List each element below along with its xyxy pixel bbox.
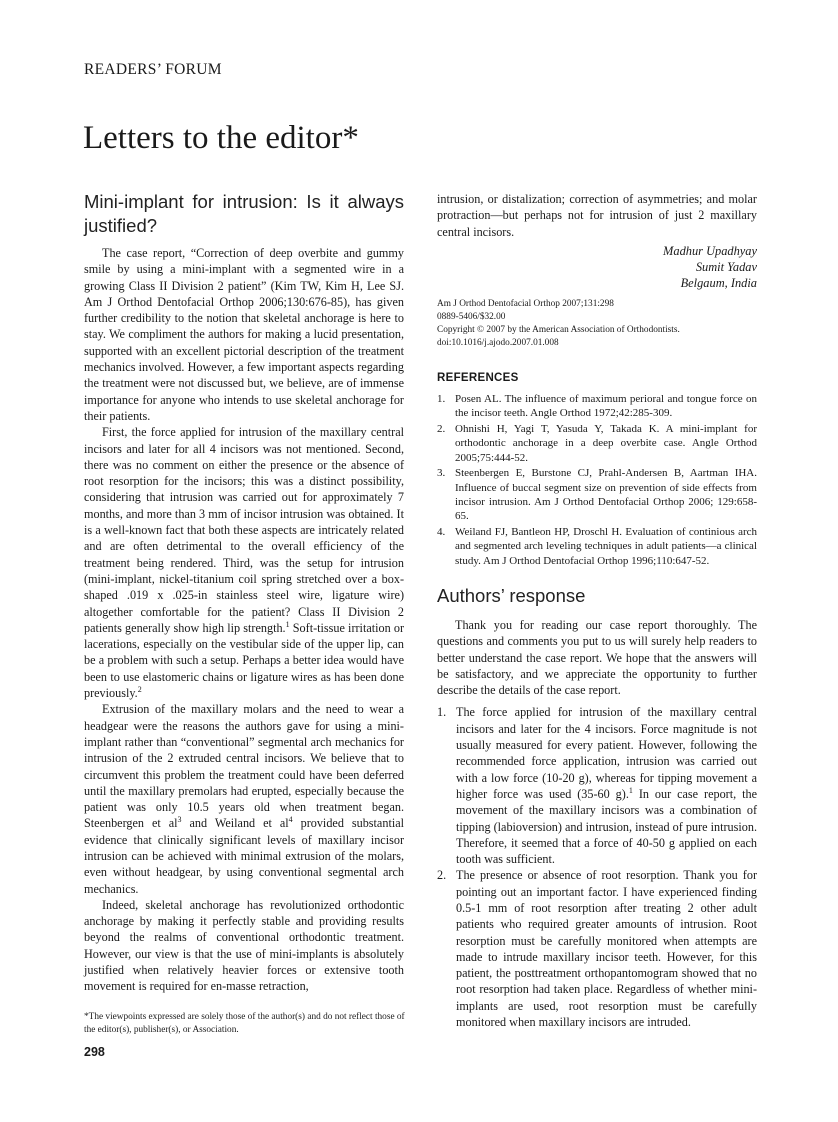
letter-column (84, 190, 404, 995)
text-segment: provided substantial evidence that clinically significant levels of maxillary incisor intrusion can be achieved with minimal extrusion of the molars, even without headgear, by using conventional segmental arch mechanics. (84, 816, 405, 896)
letter-heading: Mini-implant for intrusion: Is it always justified? (84, 191, 404, 236)
response-heading: Authors’ response (437, 584, 586, 606)
response-intro: Thank you for reading our case report thoroughly. The questions and comments you put to us will surely help readers to better understand the case report. We hope that the answers will be satisfactory, and we appreciate the opportunity to further describe the details of the case report. (437, 617, 757, 698)
letter-paragraph (84, 245, 404, 424)
text-segment: and Weiland et al (181, 816, 289, 831)
reference-superscript: 3 (177, 815, 182, 825)
reference-item (437, 422, 757, 465)
issn-price: 0889-5406/$32.00 (437, 311, 506, 322)
reference-text: Steenbergen E, Burstone CJ, Prahl-Andersen B, Aartman IHA. Influence of buccal segment size on prevention of side effects from incisor intrusion. Am J Orthod Dentofacial Orthop 2006; 129:658-65. (455, 467, 757, 523)
letter-paragraph (84, 897, 404, 995)
reference-item (437, 525, 757, 568)
response-item (437, 704, 757, 867)
text-segment: Extrusion of the maxillary molars and the need to wear a headgear were the reasons the authors gave for using a mini-implant rather than “conventional” segmental arch mechanics for intrusion of the 2 extruded central incisors. We believe that to circumvent this problem the treatment could have been deferred until the maxillary premolars had erupted, especially because the patient was only 10.5 years old when treatment began. Steenbergen et al (84, 702, 404, 831)
signature (437, 243, 757, 292)
text-segment: Soft-tissue irritation or lacerations, especially on the vestibular side of the upper lip, can be a problem with such a setup. Perhaps a better idea would have been to use elastomeric chains or ligature wires as has been done previously. (84, 620, 405, 701)
reference-text: Posen AL. The influence of maximum perioral and tongue force on the incisor teeth. Angle Orthod 1972;42:285-309. (455, 393, 757, 420)
letter-body (84, 245, 404, 995)
citation-block (437, 298, 757, 350)
text-segment: First, the force applied for intrusion of the maxillary central incisors and later for all 4 incisors was not mentioned. Second, there was no comment on either the presence or the absence of root resorption for the incisors; this was a distinct possibility, considering that intrusion was carried out for approximately 7 months, and more than 3 mm of incisor intrusion was obtained. It is a well-known fact that both these aspects are intricately related and are often detrimental to the overall efficiency of the treatment being rendered. Third, was the setup for intrusion (mini-implant, nickel-titanium coil spring stretched over a box-shaped .019 x .025-in stainless steel wire, ligature wire) altogether comfortable for the patient? Class II Division 2 patients generally show high lip strength. (84, 425, 404, 635)
text-segment: The presence or absence of root resorption. Thank you for pointing out an important factor. I have experienced finding 0.5-1 mm of root resorption after treating 2 other adult patients who required greater amounts of intrusion. Root resorption must be carefully monitored when attempts are made to intrude maxillary incisor teeth. However, for this patient, the posttreatment orthopantomogram showed that no root resorption had taken place. Regardless of whether mini-implants are used, root resorption must be carefully monitored when maxillary incisors are intruded. (456, 868, 757, 1030)
response-list (437, 704, 757, 1030)
reference-number: 1. (437, 393, 446, 406)
reference-superscript: 1 (285, 619, 290, 629)
letter-paragraph (84, 701, 404, 897)
journal-citation: Am J Orthod Dentofacial Orthop 2007;131:298 (437, 298, 614, 309)
author-2: Sumit Yadav (695, 260, 757, 275)
page-number: 298 (84, 1045, 105, 1059)
copyright: Copyright © 2007 by the American Association of Orthodontists. (437, 324, 680, 335)
text-segment: The force applied for intrusion of the maxillary central incisors and later for the 4 incisors. Force magnitude is not usually measured for every patient. However, following the recommended force application, intrusion was carried out with a low force (10-20 g), whereas for tipping movement a higher force was used (35-60 g). (456, 705, 757, 801)
right-column (437, 191, 757, 1030)
letter-continuation: intrusion, or distalization; correction of asymmetries; and molar protraction—but perhaps not for intrusion of just 2 maxillary central incisors. (437, 192, 757, 239)
doi: doi:10.1016/j.ajodo.2007.01.008 (437, 337, 559, 348)
response-item-number: 1. (437, 705, 447, 720)
reference-text: Ohnishi H, Yagi T, Yasuda Y, Takada K. A mini-implant for orthodontic anchorage in a deep overbite case. Angle Orthod 2005;75:444-52. (455, 422, 757, 464)
reference-number: 2. (437, 422, 446, 435)
references-heading: REFERENCES (437, 371, 519, 384)
reference-item (437, 466, 757, 524)
section-label: READERS’ FORUM (84, 61, 222, 78)
reference-number: 3. (437, 467, 446, 480)
author-location: Belgaum, India (680, 276, 757, 291)
reference-superscript: 1 (628, 785, 633, 795)
page-title: Letters to the editor* (83, 120, 359, 156)
references-list (437, 392, 757, 568)
text-segment: In our case report, the movement of the maxillary incisors was a combination of tipping (labioversion) and intrusion, instead of pure intrusion. Therefore, it seemed that a force of 40-50 g applied on each tooth was sufficient. (456, 786, 757, 867)
reference-text: Weiland FJ, Bantleon HP, Droschl H. Evaluation of continious arch and segmented arch leveling techniques in adult patients—a clinical study. Am J Orthod Dentofacial Orthop 1996;110:647-52. (455, 525, 757, 567)
reference-number: 4. (437, 525, 446, 538)
text-segment: The case report, “Correction of deep overbite and gummy smile by using a mini-implant with a segmented wire in a growing Class II Division 2 patient” (Kim TW, Kim H, Lee SJ. Am J Orthod Dentofacial Orthop 2006;130:676-85), has given further credibility to the notion that skeletal anchorage is here to stay. We compliment the authors for making a lucid presentation, supported with an excellent pictorial description of the treatment mechanics involved. However, a few important aspects regarding the treatment were not discussed but, we believe, are of immense importance for anyone who intends to use skeletal anchorage for their patients. (84, 246, 404, 423)
response-item-number: 2. (437, 868, 447, 883)
reference-superscript: 2 (137, 684, 142, 694)
author-1: Madhur Upadhyay (663, 243, 757, 258)
letter-paragraph (84, 424, 404, 701)
footnote: *The viewpoints expressed are solely those of the author(s) and do not reflect those of the editor(s), publisher(s), or Association. (84, 1012, 405, 1035)
reference-item (437, 392, 757, 421)
response-item (437, 867, 757, 1030)
reference-superscript: 4 (288, 815, 293, 825)
text-segment: Indeed, skeletal anchorage has revolutionized orthodontic anchorage by making it perfectly stable and providing results beyond the realms of conventional orthodontic treatment. However, our view is that the use of mini-implants is absolutely justified when relatively heavier forces or extensive tooth movement is required for en-masse retraction, (84, 897, 404, 994)
